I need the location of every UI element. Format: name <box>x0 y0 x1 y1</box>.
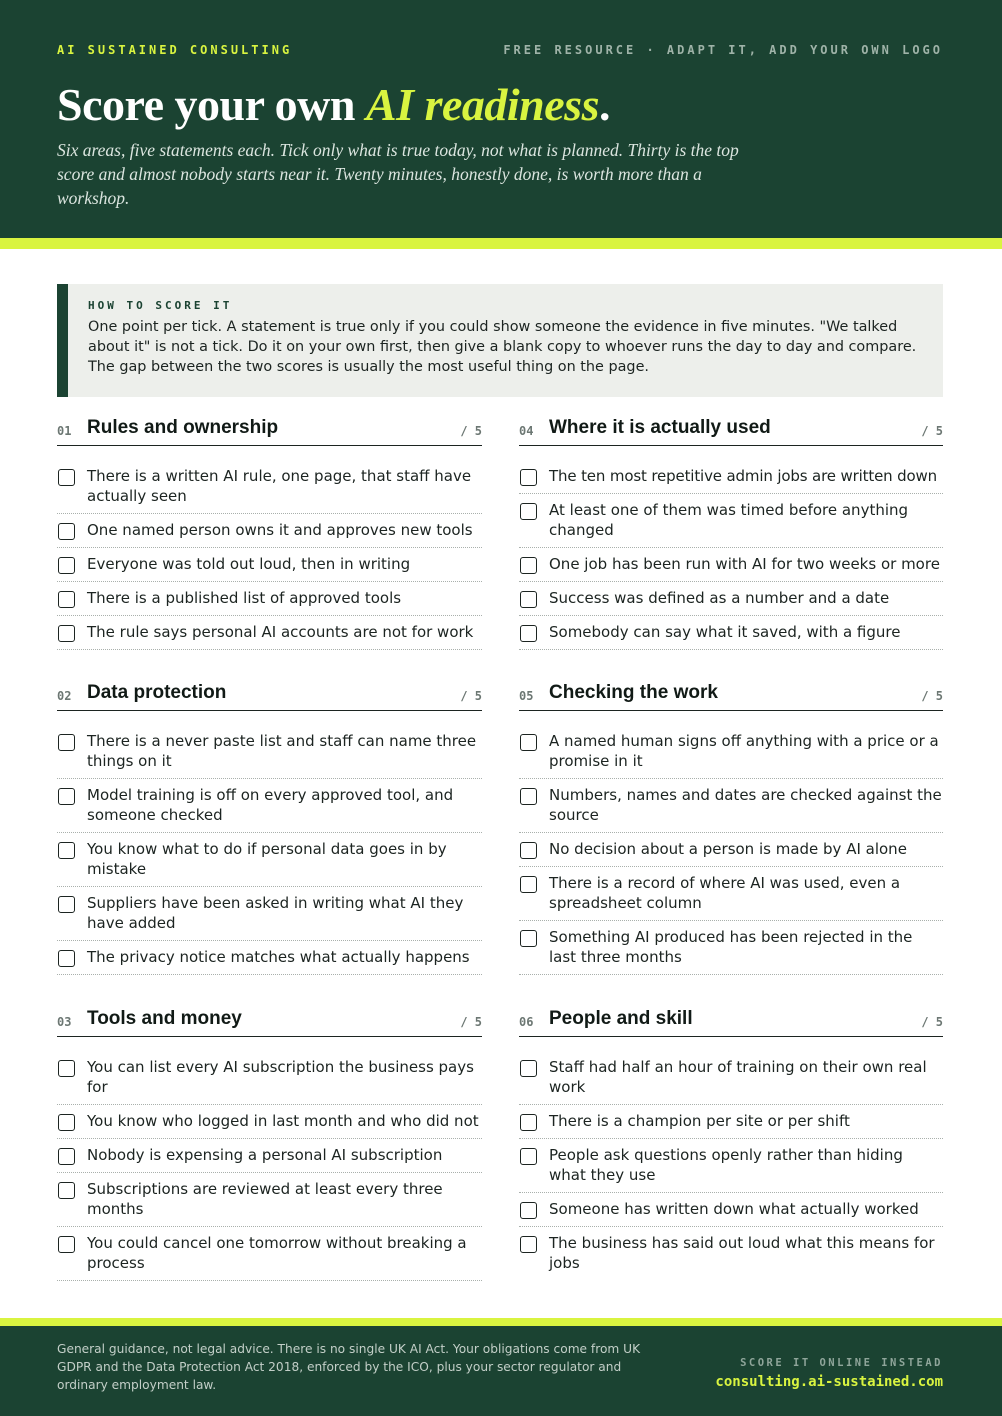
intro-text: Six areas, five statements each. Tick only what is true today, not what is planned. Thirty is the top score and almost nobody starts near it. Twenty minutes, honestly done, is worth more than a workshop. <box>57 140 739 208</box>
checklist-item <box>519 582 943 616</box>
checkbox[interactable] <box>520 842 537 859</box>
checkbox[interactable] <box>520 734 537 751</box>
item-text: You know who logged in last month and who did not <box>87 1112 479 1130</box>
checkbox[interactable] <box>520 591 537 608</box>
section-title: People and skill <box>549 1008 693 1029</box>
section-header <box>519 681 943 711</box>
section-number: 03 <box>57 1015 72 1029</box>
checkbox[interactable] <box>58 896 75 913</box>
checkbox[interactable] <box>58 950 75 967</box>
item-text: Numbers, names and dates are checked against the source <box>549 786 942 824</box>
section-score: / 5 <box>460 1015 482 1029</box>
item-text: Suppliers have been asked in writing what AI they have added <box>87 894 464 932</box>
section-header <box>519 1007 943 1037</box>
item-text: The ten most repetitive admin jobs are written down <box>549 467 938 485</box>
section-data-protection <box>57 681 482 975</box>
item-text: A named human signs off anything with a price or a promise in it <box>549 732 939 770</box>
section-score: / 5 <box>460 689 482 703</box>
item-text: Someone has written down what actually worked <box>549 1200 919 1218</box>
resource-note: FREE RESOURCE · ADAPT IT, ADD YOUR OWN LOGO <box>503 43 943 57</box>
header <box>0 0 1002 238</box>
checklist-item <box>57 1105 482 1139</box>
checklist-item <box>519 725 943 779</box>
checklist-item <box>57 1173 482 1227</box>
section-number: 06 <box>519 1015 534 1029</box>
item-text: There is a written AI rule, one page, that staff have actually seen <box>87 467 472 505</box>
checkbox[interactable] <box>520 1148 537 1165</box>
checklist-item <box>519 1227 943 1280</box>
item-text: There is a published list of approved tools <box>87 589 402 607</box>
checklist-item <box>57 887 482 941</box>
brand-name: AI SUSTAINED CONSULTING <box>57 43 293 57</box>
checklist-item <box>57 941 482 975</box>
checklist-item <box>519 1105 943 1139</box>
checklist-item <box>519 1193 943 1227</box>
checklist-item <box>57 725 482 779</box>
item-text: There is a champion per site or per shift <box>549 1112 850 1130</box>
checkbox[interactable] <box>58 842 75 859</box>
checklist <box>57 1051 482 1281</box>
checklist-item <box>57 460 482 514</box>
checklist-item <box>519 779 943 833</box>
checklist-item <box>519 1051 943 1105</box>
item-text: There is a never paste list and staff can name three things on it <box>87 732 477 770</box>
checkbox[interactable] <box>520 503 537 520</box>
checklist-item <box>519 921 943 975</box>
title-emphasis: AI readiness <box>365 79 599 130</box>
how-to-score-text: One point per tick. A statement is true only if you could show someone the evidence in five minutes. "We talked about it" is not a tick. Do it on your own first, then give a blank copy to whoever runs the day to day and compare. The gap between the two scores is usually the most useful thing on the page. <box>88 319 917 375</box>
checkbox[interactable] <box>520 1060 537 1077</box>
checklist-item <box>57 833 482 887</box>
section-score: / 5 <box>921 689 943 703</box>
section-header <box>57 416 482 446</box>
checkbox[interactable] <box>58 469 75 486</box>
checkbox[interactable] <box>58 557 75 574</box>
item-text: Subscriptions are reviewed at least every three months <box>87 1180 443 1218</box>
item-text: Staff had half an hour of training on their own real work <box>549 1058 927 1096</box>
checkbox[interactable] <box>58 1114 75 1131</box>
footer <box>0 1326 1002 1416</box>
checkbox[interactable] <box>58 1060 75 1077</box>
item-text: You could cancel one tomorrow without breaking a process <box>87 1234 467 1272</box>
item-text: The privacy notice matches what actually happens <box>87 948 470 966</box>
checklist-item <box>519 1139 943 1193</box>
item-text: At least one of them was timed before anything changed <box>549 501 909 539</box>
page-title <box>57 78 610 131</box>
header-accent-bar <box>0 238 1002 249</box>
website-link[interactable]: consulting.ai-sustained.com <box>715 1374 943 1390</box>
checkbox[interactable] <box>58 734 75 751</box>
checklist-item <box>519 494 943 548</box>
checkbox[interactable] <box>58 1148 75 1165</box>
item-text: No decision about a person is made by AI alone <box>549 840 907 858</box>
checklist-item <box>57 1139 482 1173</box>
section-header <box>57 681 482 711</box>
item-text: There is a record of where AI was used, even a spreadsheet column <box>549 874 901 912</box>
checkbox[interactable] <box>58 523 75 540</box>
checklist <box>519 460 943 650</box>
section-tools-and-money <box>57 1007 482 1281</box>
checkbox[interactable] <box>58 625 75 642</box>
checklist-item <box>57 1227 482 1281</box>
item-text: Success was defined as a number and a date <box>549 589 890 607</box>
checklist-item <box>57 514 482 548</box>
online-score-label: SCORE IT ONLINE INSTEAD <box>740 1357 943 1369</box>
checkbox[interactable] <box>520 788 537 805</box>
checklist-item <box>57 779 482 833</box>
section-people-and-skill <box>519 1007 943 1280</box>
checkbox[interactable] <box>520 1236 537 1253</box>
checklist-item <box>57 1051 482 1105</box>
section-where-it-is-used <box>519 416 943 650</box>
title-part-2: . <box>598 79 610 130</box>
checklist <box>519 725 943 975</box>
checkbox[interactable] <box>58 591 75 608</box>
section-number: 01 <box>57 424 72 438</box>
checklist-item <box>519 616 943 650</box>
section-number: 02 <box>57 689 72 703</box>
section-title: Data protection <box>87 682 227 703</box>
section-title: Tools and money <box>87 1008 242 1029</box>
checklist-item <box>57 616 482 650</box>
legal-disclaimer: General guidance, not legal advice. There is no single UK AI Act. Your obligations come from UK GDPR and the Data Protection Act 2018, enforced by the ICO, plus your sector regulator and ordinary employment law. <box>57 1342 641 1392</box>
how-to-score-label: HOW TO SCORE IT <box>88 299 233 312</box>
checklist-item <box>519 867 943 921</box>
checkbox[interactable] <box>58 1236 75 1253</box>
checkbox[interactable] <box>520 876 537 893</box>
item-text: Somebody can say what it saved, with a figure <box>549 623 901 641</box>
checklist-item <box>519 833 943 867</box>
checklist-item <box>519 548 943 582</box>
section-header <box>519 416 943 446</box>
checkbox[interactable] <box>520 1114 537 1131</box>
section-score: / 5 <box>460 424 482 438</box>
item-text: You know what to do if personal data goes in by mistake <box>87 840 447 878</box>
item-text: The rule says personal AI accounts are not for work <box>87 623 474 641</box>
section-number: 05 <box>519 689 534 703</box>
section-title: Checking the work <box>549 682 718 703</box>
checkbox[interactable] <box>520 469 537 486</box>
item-text: Something AI produced has been rejected in the last three months <box>549 928 913 966</box>
checkbox[interactable] <box>520 930 537 947</box>
checklist-item <box>57 548 482 582</box>
how-to-score-box <box>57 284 943 397</box>
section-title: Rules and ownership <box>87 417 279 438</box>
footer-accent-bar <box>0 1318 1002 1326</box>
checklist-item <box>519 460 943 494</box>
section-rules-and-ownership <box>57 416 482 650</box>
section-title: Where it is actually used <box>549 417 771 438</box>
section-checking-the-work <box>519 681 943 975</box>
checklist <box>57 725 482 975</box>
checkbox[interactable] <box>520 1202 537 1219</box>
item-text: You can list every AI subscription the business pays for <box>87 1058 474 1096</box>
checkbox[interactable] <box>58 1182 75 1199</box>
checklist <box>519 1051 943 1280</box>
item-text: Nobody is expensing a personal AI subscription <box>87 1146 443 1164</box>
item-text: One job has been run with AI for two weeks or more <box>549 555 940 573</box>
item-text: People ask questions openly rather than hiding what they use <box>549 1146 903 1184</box>
item-text: Model training is off on every approved tool, and someone checked <box>87 786 454 824</box>
checklist <box>57 460 482 650</box>
checklist-item <box>57 582 482 616</box>
section-header <box>57 1007 482 1037</box>
checkbox[interactable] <box>520 625 537 642</box>
item-text: The business has said out loud what this means for jobs <box>549 1234 935 1272</box>
section-number: 04 <box>519 424 534 438</box>
item-text: Everyone was told out loud, then in writing <box>87 555 411 573</box>
section-score: / 5 <box>921 424 943 438</box>
section-score: / 5 <box>921 1015 943 1029</box>
checkbox[interactable] <box>520 557 537 574</box>
checkbox[interactable] <box>58 788 75 805</box>
title-part-1: Score your own <box>57 79 366 130</box>
item-text: One named person owns it and approves new tools <box>87 521 473 539</box>
